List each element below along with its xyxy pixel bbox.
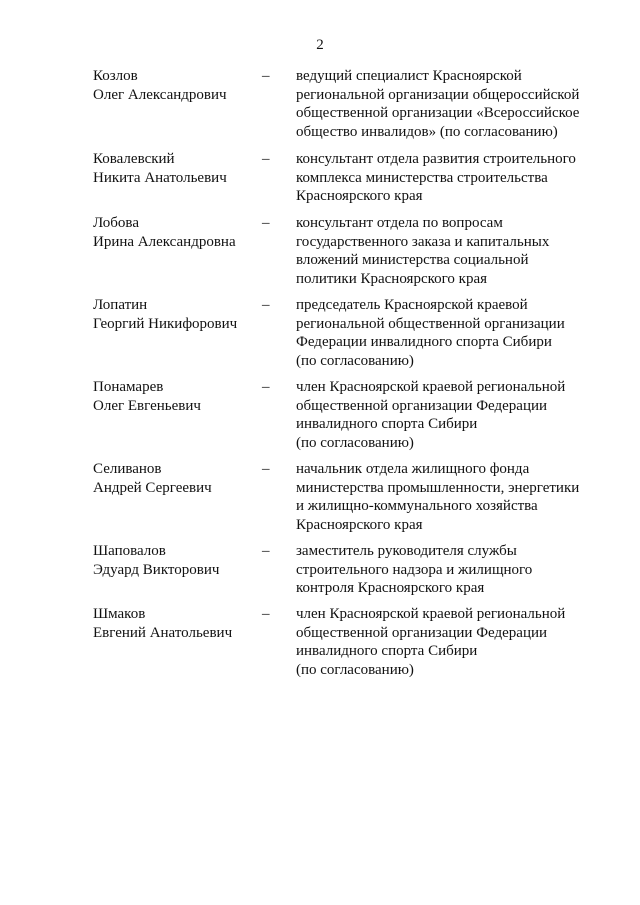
member-role [296,542,596,598]
role-line: общественной организации «Всероссийское [296,105,580,121]
role-line: контроля Красноярского края [296,580,485,596]
member-surname: Шмаков [93,606,146,622]
member-surname: Селиванов [93,461,162,477]
role-line: заместитель руководителя службы [296,543,517,559]
role-line: комплекса министерства строительства [296,169,548,186]
member-given-name: Ирина Александровна [93,233,236,250]
role-line: общественной организации Федерации [296,397,548,414]
role-line: ведущий специалист Красноярской [296,68,522,84]
role-line: региональной организации общероссийской [296,86,580,103]
member-surname: Лобова [93,215,139,231]
page-number: 2 [316,37,324,53]
member-role [296,67,596,141]
member-role [296,150,596,206]
role-line: консультант отдела по вопросам [296,215,503,231]
member-surname: Лопатин [93,297,148,313]
role-line: политики Красноярского края [296,270,488,287]
member-surname: Козлов [93,68,138,84]
separator-dash: – [262,606,270,622]
separator-dash: – [262,461,270,477]
member-name [93,67,258,104]
member-given-name: Эдуард Викторович [93,561,220,578]
member-given-name: Андрей Сергеевич [93,479,212,496]
member-name [93,605,258,642]
role-line: вложений министерства социальной [296,252,529,268]
role-line: инвалидного спорта Сибири [296,643,478,659]
role-line: министерства промышленности, энергетики [296,479,580,496]
role-line: председатель Красноярской краевой [296,297,528,313]
member-role [296,214,596,288]
role-line: общественной организации Федерации [296,624,548,641]
role-line: Федерации инвалидного спорта Сибири [296,334,552,350]
member-name [93,214,258,251]
separator-dash: – [262,151,270,167]
member-name [93,296,258,333]
member-given-name: Никита Анатольевич [93,169,227,186]
member-given-name: Георгий Никифорович [93,315,238,332]
member-given-name: Олег Александрович [93,86,227,103]
member-name [93,378,258,415]
role-line: Красноярского края [296,188,423,204]
role-line: региональной общественной организации [296,315,565,332]
role-line: начальник отдела жилищного фонда [296,461,530,477]
separator-dash: – [262,68,270,84]
role-line: (по согласованию) [296,661,414,678]
member-surname: Понамарев [93,379,164,395]
role-line: (по согласованию) [296,352,414,369]
role-line: инвалидного спорта Сибири [296,416,478,432]
member-role [296,296,596,370]
role-line: (по согласованию) [296,434,414,451]
separator-dash: – [262,379,270,395]
separator-dash: – [262,297,270,313]
member-surname: Ковалевский [93,151,175,167]
role-line: член Красноярской краевой региональной [296,606,566,622]
member-surname: Шаповалов [93,543,166,559]
member-name [93,460,258,497]
member-given-name: Олег Евгеньевич [93,397,201,414]
member-given-name: Евгений Анатольевич [93,624,233,641]
role-line: консультант отдела развития строительного [296,151,576,167]
role-line: и жилищно-коммунального хозяйства [296,498,538,514]
role-line: член Красноярской краевой региональной [296,379,566,395]
role-line: государственного заказа и капитальных [296,233,550,250]
member-role [296,605,596,679]
role-line: Красноярского края [296,516,423,533]
separator-dash: – [262,215,270,231]
role-line: строительного надзора и жилищного [296,561,533,578]
member-name [93,542,258,579]
separator-dash: – [262,543,270,559]
member-name [93,150,258,187]
member-role [296,460,596,534]
role-line: общество инвалидов» (по согласованию) [296,123,558,140]
member-role [296,378,596,452]
